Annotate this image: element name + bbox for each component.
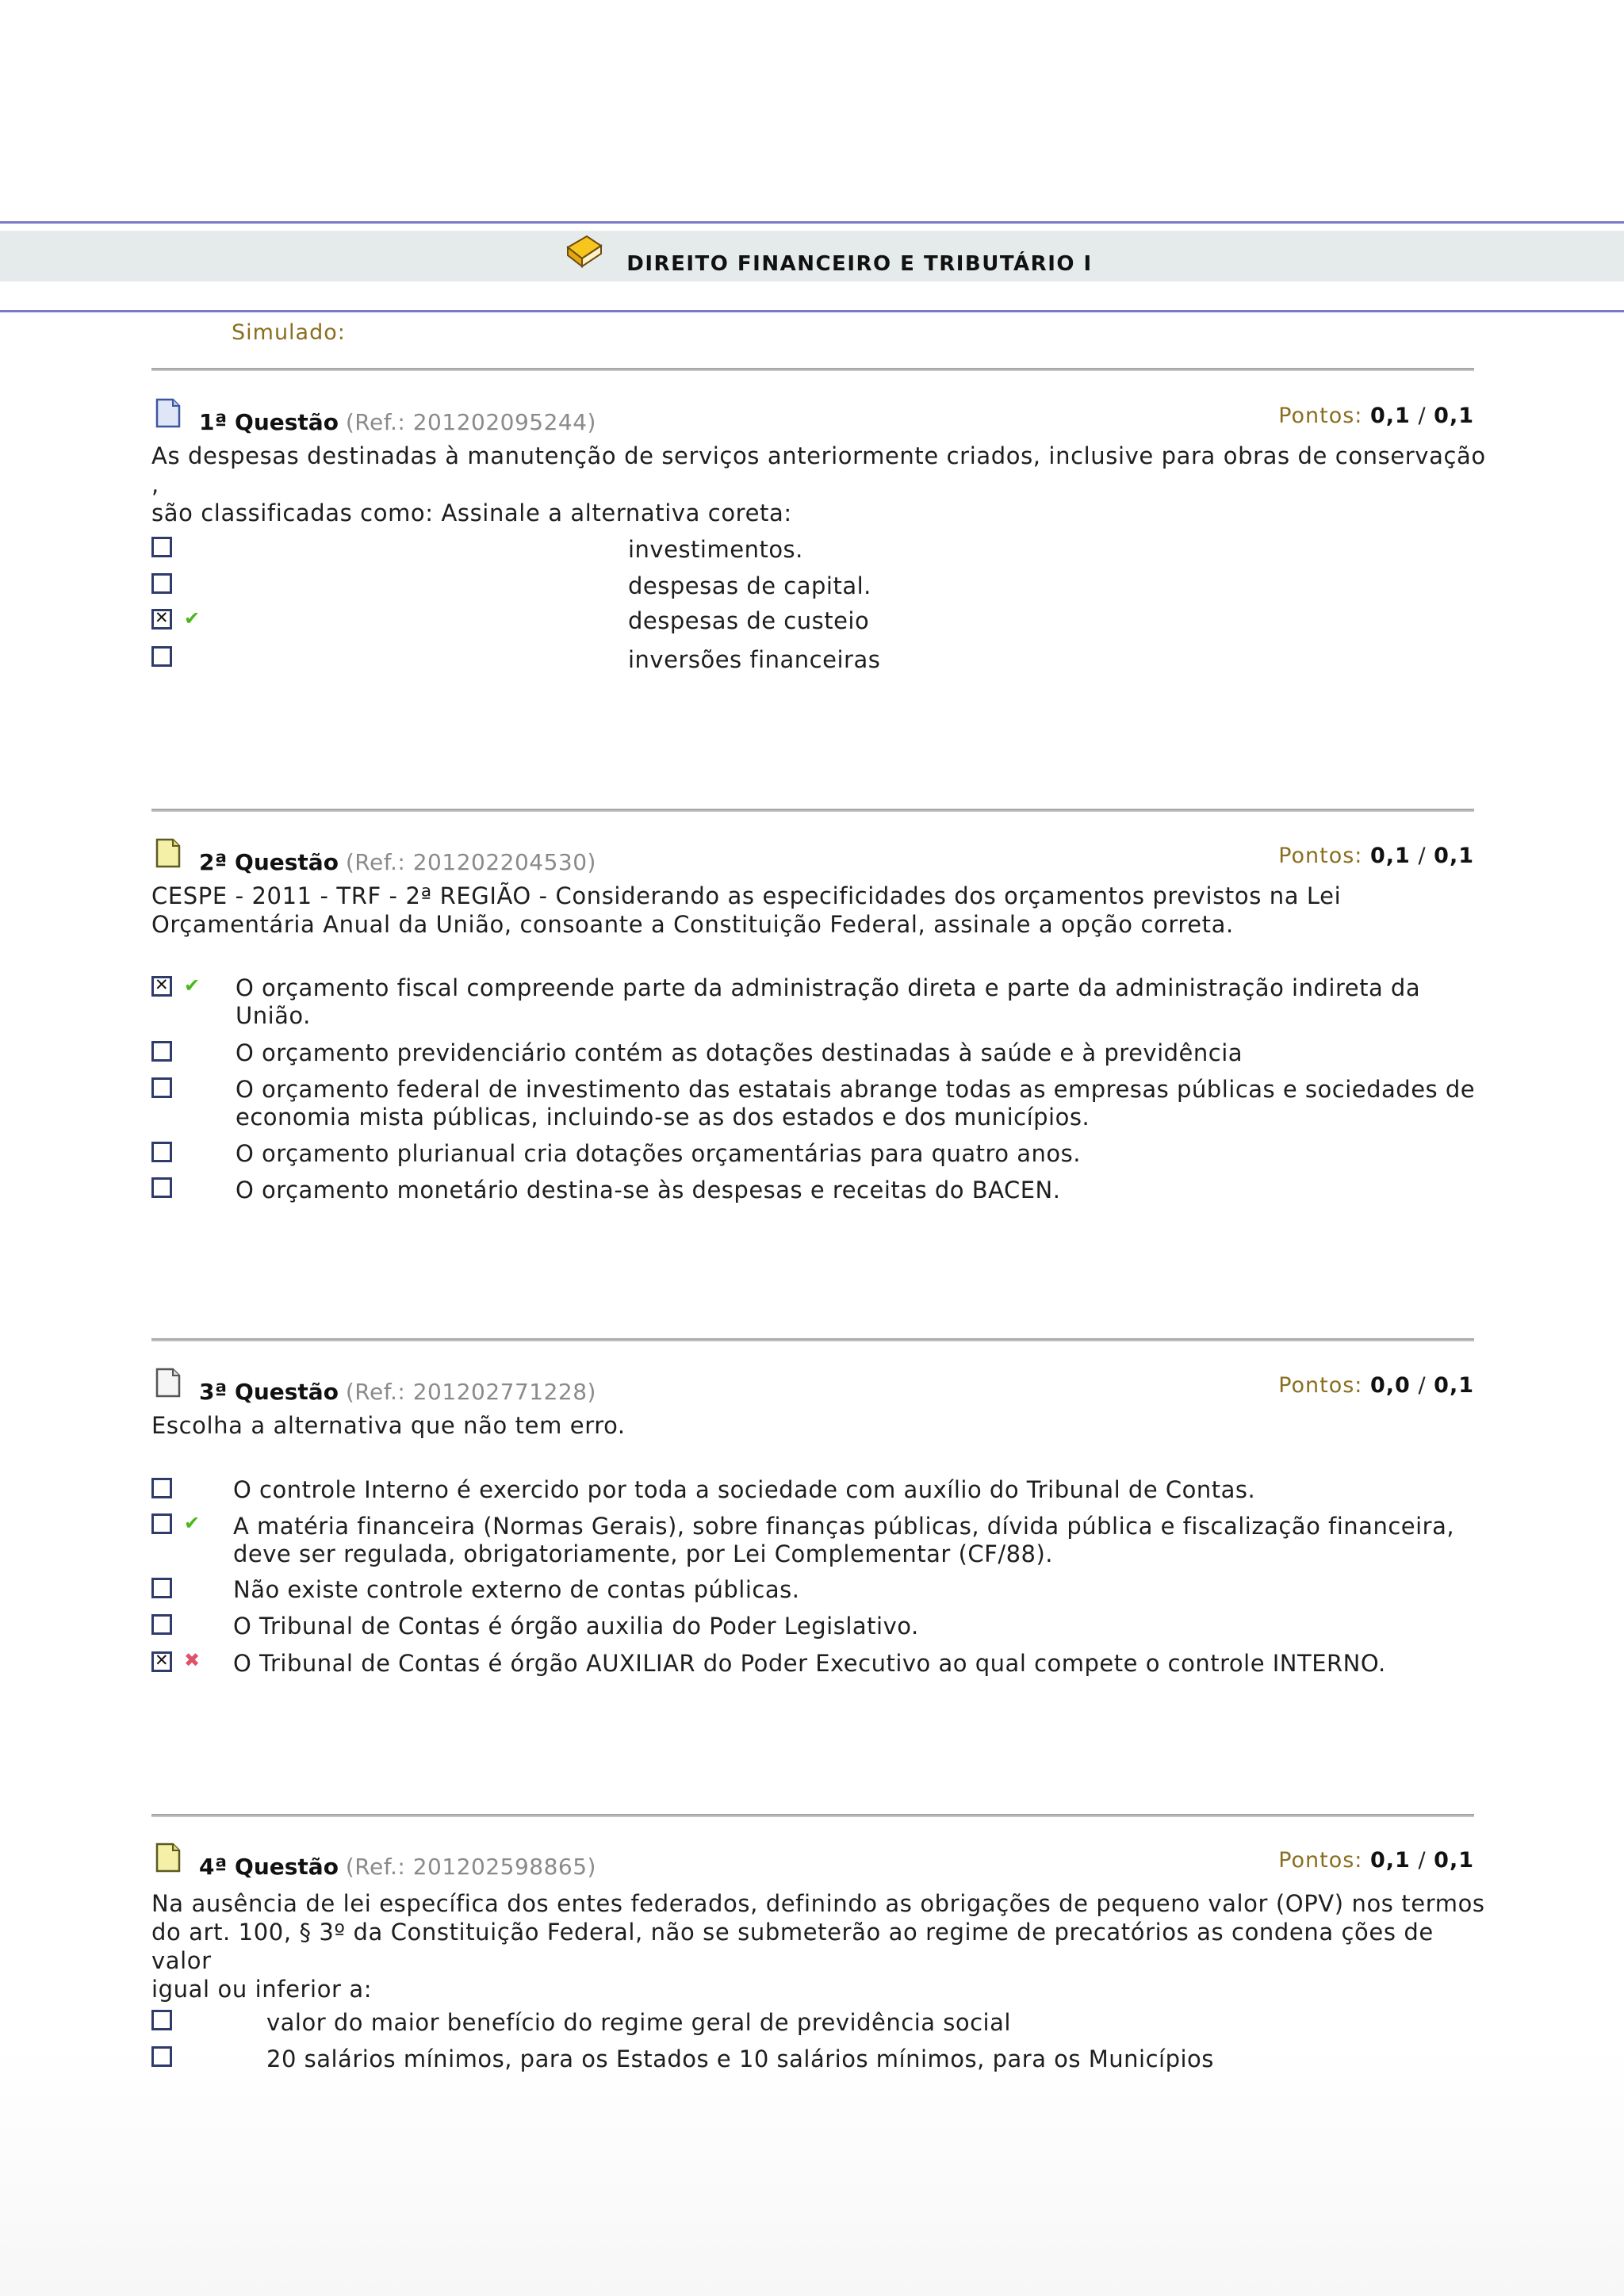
question-number: 1ª Questão	[199, 409, 339, 435]
question-text: Na ausência de lei específica dos entes federados, definindo as obrigações de pequeno valor (OPV) nos termos do art. 100, § 3º da Constituição Federal, não se submeterão ao regime de precatórios as condena ções de valor igual ou inferior a:	[151, 1890, 1485, 2003]
answer-option-text: inversões financeiras	[628, 646, 881, 673]
question-divider	[151, 809, 1474, 812]
document-icon	[155, 1843, 181, 1873]
correct-check-icon: ✔	[184, 1512, 201, 1534]
question-points: Pontos: 0,1 / 0,1	[1278, 404, 1474, 428]
header-bottom-line	[0, 310, 1624, 312]
question-ref: (Ref.: 201202598865)	[345, 1854, 596, 1880]
document-icon	[155, 1368, 181, 1398]
question-title	[199, 1854, 596, 1880]
answer-option-text: O Tribunal de Contas é órgão AUXILIAR do Poder Executivo ao qual compete o controle INTERNO.	[233, 1650, 1386, 1677]
answer-option-text: O orçamento plurianual cria dotações orçamentárias para quatro anos.	[236, 1140, 1081, 1167]
answer-checkbox[interactable]	[151, 573, 172, 594]
question-text: Escolha a alternativa que não tem erro.	[151, 1412, 626, 1439]
answer-checkbox[interactable]	[151, 1077, 172, 1098]
question-number: 2ª Questão	[199, 849, 339, 875]
answer-option-text: investimentos.	[628, 536, 803, 563]
question-divider	[151, 368, 1474, 371]
question-title	[199, 409, 596, 435]
wrong-cross-icon: ✖	[184, 1649, 201, 1671]
question-ref: (Ref.: 201202204530)	[345, 849, 596, 875]
question-ref: (Ref.: 201202095244)	[345, 409, 596, 435]
answer-checkbox-checked[interactable]	[151, 976, 172, 997]
answer-checkbox[interactable]	[151, 2010, 172, 2030]
answer-checkbox[interactable]	[151, 2046, 172, 2067]
answer-checkbox[interactable]	[151, 1142, 172, 1162]
answer-checkbox[interactable]	[151, 537, 172, 557]
answer-option-text: O orçamento fiscal compreende parte da administração direta e parte da administração indireta da União.	[236, 974, 1421, 1029]
question-points: Pontos: 0,1 / 0,1	[1278, 844, 1474, 868]
correct-check-icon: ✔	[184, 974, 201, 997]
question-ref: (Ref.: 201202771228)	[345, 1379, 596, 1405]
answer-checkbox[interactable]	[151, 1614, 172, 1635]
question-points: Pontos: 0,0 / 0,1	[1278, 1373, 1474, 1398]
answer-option-text: O orçamento previdenciário contém as dotações destinadas à saúde e à previdência	[236, 1039, 1243, 1066]
question-divider	[151, 1338, 1474, 1341]
question-number: 4ª Questão	[199, 1854, 339, 1880]
answer-option-text: despesas de capital.	[628, 572, 871, 599]
question-title	[199, 1379, 596, 1405]
answer-option-text: Não existe controle externo de contas públicas.	[233, 1576, 800, 1603]
question-text: As despesas destinadas à manutenção de serviços anteriormente criados, inclusive para obras de conservação , são classificadas como: Assinale a alternativa coreta:	[151, 442, 1486, 526]
answer-option-text: O orçamento monetário destina-se às despesas e receitas do BACEN.	[236, 1177, 1061, 1203]
question-number: 3ª Questão	[199, 1379, 339, 1405]
question-points: Pontos: 0,1 / 0,1	[1278, 1848, 1474, 1873]
document-icon	[155, 398, 181, 428]
header-top-line	[0, 221, 1624, 224]
question-divider	[151, 1814, 1474, 1817]
answer-option-text: O Tribunal de Contas é órgão auxilia do Poder Legislativo.	[233, 1613, 919, 1640]
document-icon	[155, 838, 181, 868]
answer-option-text: valor do maior benefício do regime geral de previdência social	[266, 2009, 1011, 2036]
answer-option-text: 20 salários mínimos, para os Estados e 10 salários mínimos, para os Municípios	[266, 2045, 1214, 2072]
correct-check-icon: ✔	[184, 607, 201, 629]
answer-checkbox[interactable]	[151, 1578, 172, 1598]
question-title	[199, 849, 596, 875]
answer-option-text: despesas de custeio	[628, 607, 870, 634]
answer-checkbox-checked[interactable]	[151, 1651, 172, 1672]
answer-checkbox[interactable]	[151, 1041, 172, 1062]
answer-option-text: A matéria financeira (Normas Gerais), sobre finanças públicas, dívida pública e fiscalização financeira, deve ser regulada, obrigatoriamente, por Lei Complementar (CF/88).	[233, 1513, 1455, 1567]
answer-option-text: O orçamento federal de investimento das estatais abrange todas as empresas públicas e sociedades de economia mista públicas, incluindo-se as dos estados e dos municípios.	[236, 1076, 1476, 1131]
simulado-label: Simulado:	[232, 320, 346, 345]
answer-checkbox-checked[interactable]	[151, 609, 172, 629]
answer-option-text: O controle Interno é exercido por toda a sociedade com auxílio do Tribunal de Contas.	[233, 1476, 1256, 1503]
course-title: DIREITO FINANCEIRO E TRIBUTÁRIO I	[626, 252, 1093, 276]
answer-checkbox[interactable]	[151, 1177, 172, 1198]
answer-checkbox[interactable]	[151, 646, 172, 667]
page-background	[0, 2045, 1624, 2296]
answer-checkbox[interactable]	[151, 1513, 172, 1534]
answer-checkbox[interactable]	[151, 1478, 172, 1498]
question-text: CESPE - 2011 - TRF - 2ª REGIÃO - Considerando as especificidades dos orçamentos previstos na Lei Orçamentária Anual da União, consoante a Constituição Federal, assinale a opção correta.	[151, 882, 1342, 938]
